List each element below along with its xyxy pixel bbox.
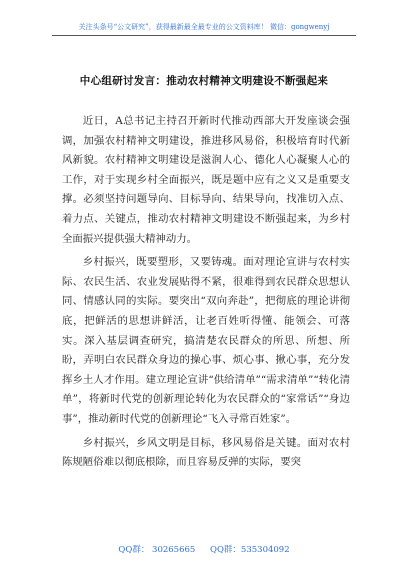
footer-qq-1: QQ群： 30265665 (118, 545, 196, 555)
footer-qq-2: QQ群：535304092 (210, 545, 290, 555)
paragraph-2: 乡村振兴，既要塑形，又要铸魂。面对理论宣讲与农村实际、农民生活、农业发展贴得不紧，很难得到农民群众思想认同、情感认同的实际。要突出“双向奔赴”，把彻底的理论讲彻底，把鲜活的思想讲鲜活，让老百姓听得懂、能领会、可落实。深入基层调查研究，搞清楚农民群众的所思、所想、所盼，弄明白农民群众身边的操心事、烦心事、揪心事，充分发挥乡土人才作用。建立理论宣讲“供给清单”“需求清单”“转化清单”，将新时代党的创新理论转化为农民群众的“家常话”“身边事”，推动新时代党的创新理论“飞入寻常百姓家”。 (62, 256, 350, 425)
paragraph-1: 近日，A总书记主持召开新时代推动西部大开发座谈会强调，加强农村精神文明建设，推进移风易俗，积极培育时代新风新貌。农村精神文明建设是滋润人心、德化人心凝聚人心的工作，对于实现乡村全面振兴，既是题中应有之义又是重要支撑。必须坚持问题导向、目标导向、结果导向，找准切入点、着力点、关键点，推动农村精神文明建设不断强起来，为乡村全面振兴提供强大精神动力。 (62, 115, 350, 245)
document-title: 中心组研讨发言：推动农村精神文明建设不断强起来 (79, 75, 329, 87)
header-text: 关注头条号“公文研究”，获得最新最全最专业的公文资料库！ 微信：gongwenyj (78, 23, 330, 31)
paragraph-3: 乡村振兴，乡风文明是目标，移风易俗是关键。面对农村陈规陋俗难以彻底根除，而且容易反弹的实际，要突 (62, 436, 350, 469)
page-footer (0, 543, 408, 555)
document-body (62, 112, 350, 477)
page-header (52, 22, 356, 36)
